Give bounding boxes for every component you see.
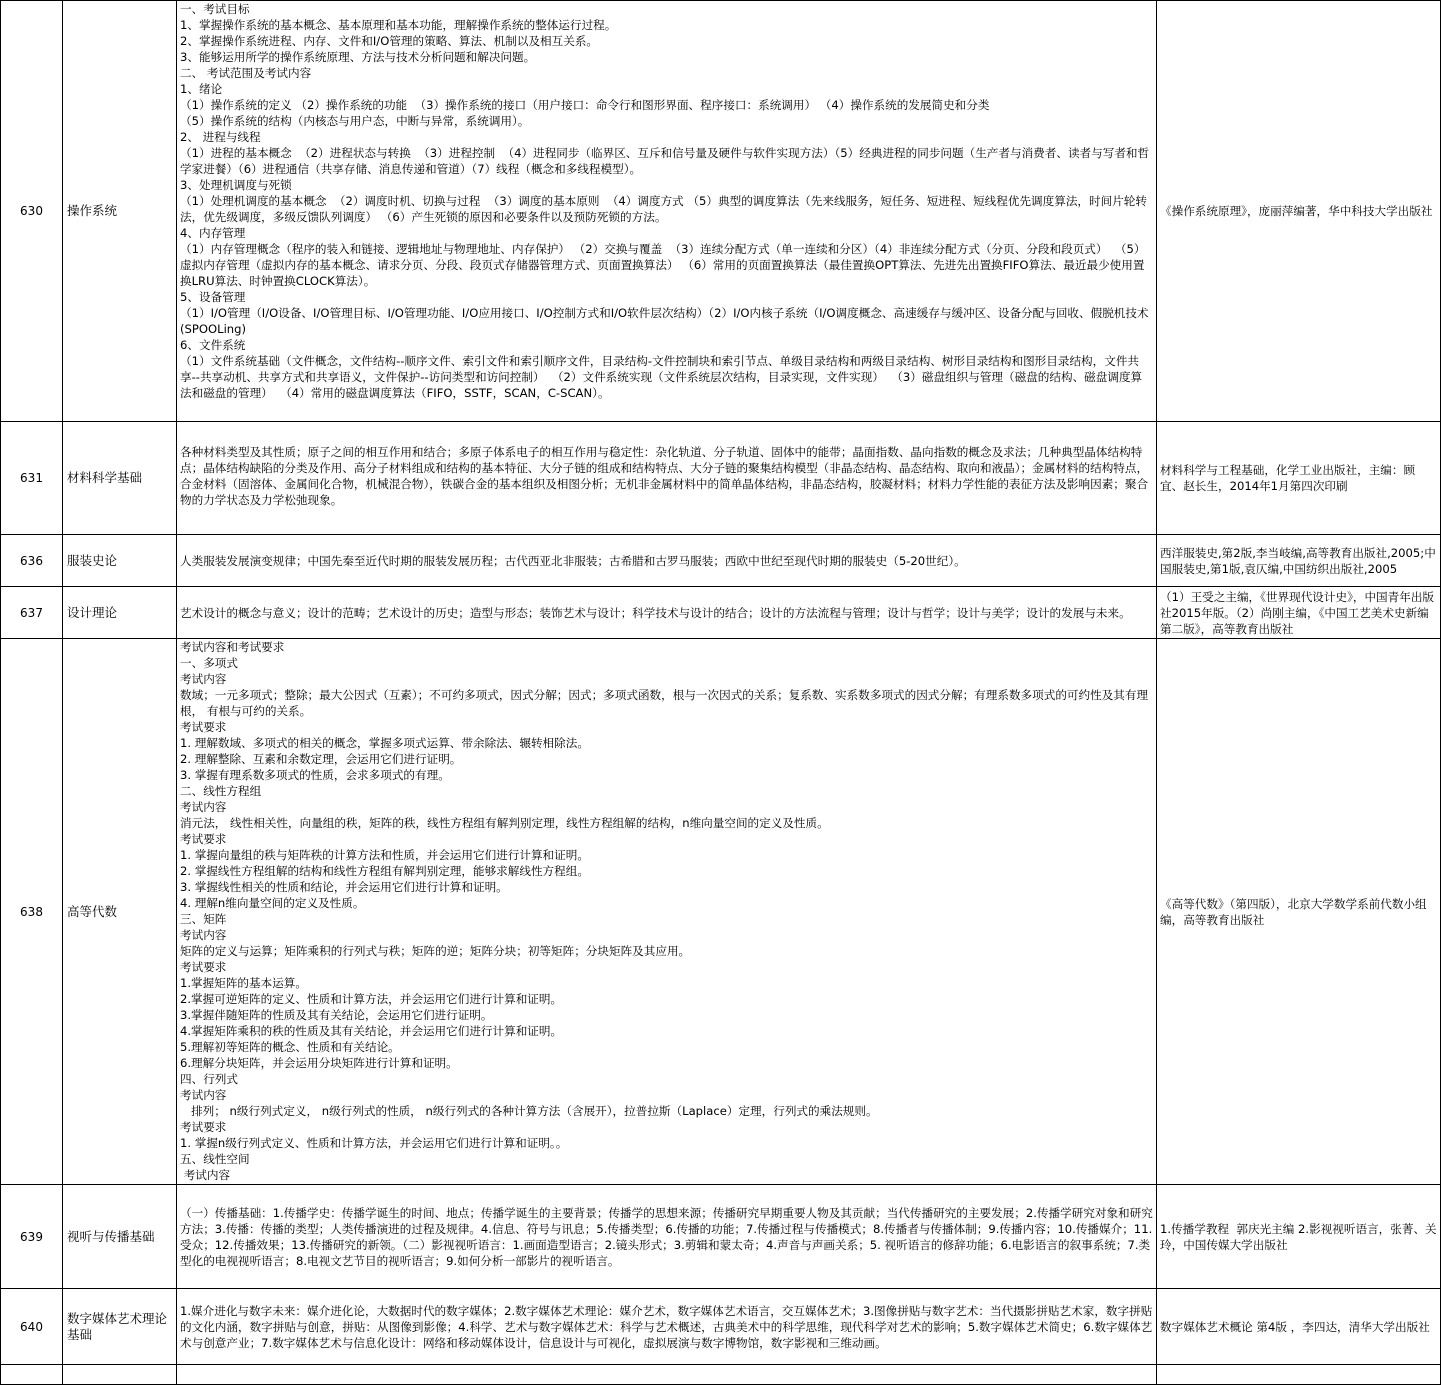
course-name: 视听与传播基础 xyxy=(63,1185,177,1289)
course-code: 639 xyxy=(1,1185,63,1289)
table-row-empty xyxy=(1,1365,1441,1385)
course-name: 服装史论 xyxy=(63,535,177,587)
course-name: 高等代数 xyxy=(63,639,177,1185)
course-code: 638 xyxy=(1,639,63,1185)
course-code: 640 xyxy=(1,1289,63,1365)
course-name: 设计理论 xyxy=(63,587,177,639)
empty-cell xyxy=(63,1365,177,1385)
reference-book: 数字媒体艺术概论 第4版 ，李四达，清华大学出版社 xyxy=(1157,1289,1441,1365)
table-row xyxy=(1,1289,1441,1365)
table-row xyxy=(1,535,1441,587)
empty-cell xyxy=(177,1365,1157,1385)
table-row xyxy=(1,639,1441,1185)
table-row xyxy=(1,1185,1441,1289)
course-name: 数字媒体艺术理论基础 xyxy=(63,1289,177,1365)
exam-content: 各种材料类型及其性质；原子之间的相互作用和结合；多原子体系电子的相互作用与稳定性：杂化轨道、分子轨道、固体中的能带；晶面指数、晶向指数的概念及求法；几种典型晶体结构特点；晶体结构缺陷的分类及作用、高分子材料组成和结构的基本特征、大分子链的组成和结构特点、大分子链的聚集结构模型（非晶态结构、晶态结构、取向和液晶）；金属材料的结构特点，合金材料（固溶体、金属间化合物，机械混合物），铁碳合金的基本组织及相图分析；无机非金属材料中的简单晶体结构，非晶态结构，胶凝材料；材料力学性能的表征方法及影响因素；聚合物的力学状态及力学松弛现象。 xyxy=(177,422,1157,535)
course-name: 材料科学基础 xyxy=(63,422,177,535)
table-row xyxy=(1,587,1441,639)
course-name: 操作系统 xyxy=(63,1,177,422)
exam-content: 一、考试目标 1、掌握操作系统的基本概念、基本原理和基本功能，理解操作系统的整体运行过程。 2、掌握操作系统进程、内存、文件和I/O管理的策略、算法、机制以及相互关系。 3、能够运用所学的操作系统原理、方法与技术分析问题和解决问题。 二、 考试范围及考试内容 1、绪论 （1）操作系统的定义 （2）操作系统的功能 （3）操作系统的接口（用户接口：命令行和图形界面、程序接口：系统调用） （4）操作系统的发展简史和分类 （5）操作系统的结构（内核态与用户态，中断与异常，系统调用）。 2、 进程与线程 （1）进程的基本概念 （2）进程状态与转换 （3）进程控制 （4）进程同步（临界区、互斥和信号量及硬件与软件实现方法）（5）经典进程的同步问题（生产者与消费者、读者与写者和哲学家进餐）（6）进程通信（共享存储、消息传递和管道）（7）线程（概念和多线程模型）。 3、处理机调度与死锁 （1）处理机调度的基本概念 （2）调度时机、切换与过程 （3）调度的基本原则 （4）调度方式 （5）典型的调度算法（先来线服务，短任务、短进程、短线程优先调度算法，时间片轮转法，优先级调度，多级反馈队列调度） （6）产生死锁的原因和必要条件以及预防死锁的方法。 4、内存管理 （1）内存管理概念（程序的装入和链接、逻辑地址与物理地址、内存保护） （2）交换与覆盖 （3）连续分配方式（单一连续和分区）（4）非连续分配方式（分页、分段和段页式） （5）虚拟内存管理（虚拟内存的基本概念、请求分页、分段、段页式存储器管理方式、页面置换算法） （6）常用的页面置换算法（最佳置换OPT算法、先进先出置换FIFO算法、最近最少使用置换LRU算法、时钟置换CLOCK算法）。 5、设备管理 （1）I/O管理（I/O设备、I/O管理目标、I/O管理功能、I/O应用接口、I/O控制方式和I/O软件层次结构）（2）I/O内核子系统（I/O调度概念、高速缓存与缓冲区、设备分配与回收、假脱机技术(SPOOLing) 6、文件系统 （1）文件系统基础（文件概念，文件结构--顺序文件、索引文件和索引顺序文件，目录结构-文件控制块和索引节点、单级目录结构和两级目录结构、树形目录结构和图形目录结构，文件共享--共享动机、共享方式和共享语义，文件保护--访问类型和访问控制） （2）文件系统实现（文件系统层次结构，目录实现，文件实现） （3）磁盘组织与管理（磁盘的结构、磁盘调度算法和磁盘的管理） （4）常用的磁盘调度算法（FIFO，SSTF，SCAN，C-SCAN）。 xyxy=(177,1,1157,422)
course-code: 630 xyxy=(1,1,63,422)
table-row xyxy=(1,422,1441,535)
exam-content: 考试内容和考试要求 一、多项式 考试内容 数域；一元多项式；整除；最大公因式（互素）；不可约多项式，因式分解；因式；多项式函数，根与一次因式的关系；复系数、实系数多项式的因式分解；有理系数多项式的可约性及其有理根， 有根与可约的关系。 考试要求 1. 理解数域、多项式的相关的概念，掌握多项式运算、带余除法、辗转相除法。 2. 理解整除、互素和余数定理，会运用它们进行证明。 3. 掌握有理系数多项式的性质，会求多项式的有理。 二、线性方程组 考试内容 消元法， 线性相关性，向量组的秩，矩阵的秩，线性方程组有解判别定理，线性方程组解的结构，n维向量空间的定义及性质。 考试要求 1. 掌握向量组的秩与矩阵秩的计算方法和性质，并会运用它们进行计算和证明。 2. 掌握线性方程组解的结构和线性方程组有解判别定理，能够求解线性方程组。 3. 掌握线性相关的性质和结论，并会运用它们进行计算和证明。 4. 理解n维向量空间的定义及性质。 三、矩阵 考试内容 矩阵的定义与运算；矩阵乘积的行列式与秩；矩阵的逆；矩阵分块；初等矩阵；分块矩阵及其应用。 考试要求 1.掌握矩阵的基本运算。 2.掌握可逆矩阵的定义、性质和计算方法，并会运用它们进行计算和证明。 3.掌握伴随矩阵的性质及其有关结论，会运用它们进行证明。 4.掌握矩阵乘积的秩的性质及其有关结论，并会运用它们进行计算和证明。 5.理解初等矩阵的概念、性质和有关结论。 6.理解分块矩阵，并会运用分块矩阵进行计算和证明。 四、行列式 考试内容 排列； n级行列式定义， n级行列式的性质， n级行列式的各种计算方法（含展开），拉普拉斯（Laplace）定理，行列式的乘法规则。 考试要求 1. 掌握n级行列式定义、性质和计算方法，并会运用它们进行计算和证明。。 五、线性空间 考试内容 xyxy=(177,639,1157,1185)
reference-book: （1）王受之主编，《世界现代设计史》，中国青年出版社2015年版。（2）尚刚主编，《中国工艺美术史新编 第二版》，高等教育出版社 xyxy=(1157,587,1441,639)
reference-book: 《操作系统原理》，庞丽萍编著，华中科技大学出版社 xyxy=(1157,1,1441,422)
table-row xyxy=(1,1,1441,422)
course-code: 637 xyxy=(1,587,63,639)
course-code: 636 xyxy=(1,535,63,587)
empty-cell xyxy=(1,1365,63,1385)
reference-book: 材料科学与工程基础，化学工业出版社，主编：顾宜、赵长生，2014年1月第四次印刷 xyxy=(1157,422,1441,535)
exam-content: （一）传播基础：1.传播学史：传播学诞生的时间、地点；传播学诞生的主要背景；传播学的思想来源；传播研究早期重要人物及其贡献；当代传播研究的主要发展；2.传播学研究对象和研究方法；3.传播：传播的类型；人类传播演进的过程及规律。4.信息、符号与讯息；5.传播类型；6.传播的功能；7.传播过程与传播模式；8.传播者与传播体制；9.传播内容；10.传播媒介；11.受众；12.传播效果；13.传播研究的新领。（二）影视视听语言：1.画面造型语言；2.镜头形式；3.剪辑和蒙太奇；4.声音与声画关系；5. 视听语言的修辞功能；6.电影语言的叙事系统；7.类型化的电视视听语言；8.电视文艺节目的视听语言；9.如何分析一部影片的视听语言。 xyxy=(177,1185,1157,1289)
course-code: 631 xyxy=(1,422,63,535)
reference-book: 《高等代数》（第四版），北京大学数学系前代数小组编，高等教育出版社 xyxy=(1157,639,1441,1185)
empty-cell xyxy=(1157,1365,1441,1385)
exam-content: 艺术设计的概念与意义；设计的范畴；艺术设计的历史；造型与形态；装饰艺术与设计；科学技术与设计的结合；设计的方法流程与管理；设计与哲学；设计与美学；设计的发展与未来。 xyxy=(177,587,1157,639)
exam-content: 人类服装发展演变规律；中国先秦至近代时期的服装发展历程；古代西亚北非服装；古希腊和古罗马服装；西欧中世纪至现代时期的服装史（5-20世纪）。 xyxy=(177,535,1157,587)
reference-book: 1.传播学教程 郭庆光主编 2.影视视听语言，张菁、关玲，中国传媒大学出版社 xyxy=(1157,1185,1441,1289)
exam-content: 1.媒介进化与数字未来：媒介进化论，大数据时代的数字媒体；2.数字媒体艺术理论：媒介艺术，数字媒体艺术语言，交互媒体艺术；3.图像拼贴与数字艺术：当代摄影拼贴艺术家，数字拼贴的文化内涵，数字拼贴与创意，拼贴：从图像到影像；4.科学、艺术与数字媒体艺术：科学与艺术概述，古典美术中的科学思维，现代科学对艺术的影响；5.数字媒体艺术简史；6.数字媒体艺术与创意产业；7.数字媒体艺术与信息化设计：网络和移动媒体设计，信息设计与可视化，虚拟展演与数字博物馆，数字影视和三维动画。 xyxy=(177,1289,1157,1365)
reference-book: 西洋服装史,第2版,李当岐编,高等教育出版社,2005;中国服装史,第1版,袁仄编,中国纺织出版社,2005 xyxy=(1157,535,1441,587)
